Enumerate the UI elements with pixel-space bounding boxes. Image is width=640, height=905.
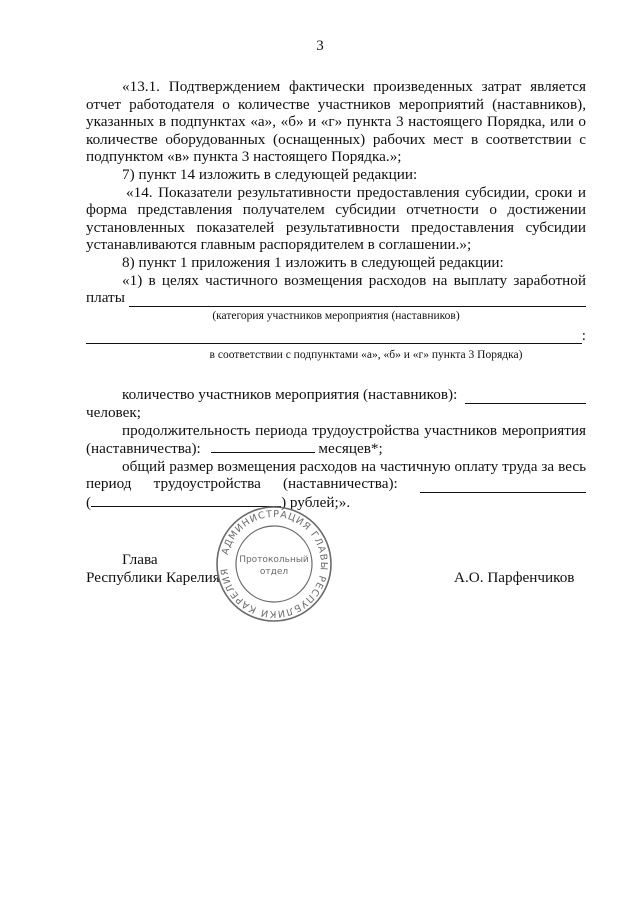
subpoints-line [86,327,586,345]
stamp-ring-text: АДМИНИСТРАЦИЯ ГЛАВЫ РЕСПУБЛИКИ КАРЕЛИЯ [219,508,330,620]
blank-line-participants [465,390,586,404]
blank-line-amount [420,479,586,493]
blank-line-months [211,439,315,453]
page-number: 3 [316,38,324,54]
blank-line-category [129,293,586,307]
salary-label: платы [86,289,125,307]
employment-duration-line: продолжительность периода трудоустройства участников мероприятия [122,421,586,439]
participants-count-label: количество участников мероприятия (наставников): [122,386,458,404]
colon-mark: : [581,326,586,344]
blank-line-subpoints [86,330,582,344]
official-stamp [214,504,334,624]
signature-title-line2: Республики Карелия [86,568,220,586]
paragraph-1-line1: «1) в целях частичного возмещения расходов на выплату заработной [122,271,586,289]
caption-subpoints: в соответствии с подпунктами «а», «б» и «г» пункта 3 Порядка) [209,349,523,362]
paragraph-13-1: «13.1. Подтверждением фактически произведенных затрат является отчет работодателя о количестве участников мероприятий (наставников), указанных в подпунктах «а», «б» и «г» пункта 3 настоящего Порядка, или о количестве оборудованных (оснащенных) рабочих мест в соответствии с подпунктом «в» пункта 3 настоящего Порядка.»; [86,78,586,166]
months-label: месяцев*; [318,440,383,458]
total-reimbursement-line: общий размер возмещения расходов на частичную оплату труда за весь [122,457,586,475]
period-line: период трудоустройства (наставничества): [86,475,586,493]
months-line: (наставничества): месяцев*; [86,440,383,458]
stamp-center-line1: Протокольный [239,555,309,565]
salary-category-line [86,289,586,307]
signature-title-line1: Глава [122,551,158,568]
participants-count-line [86,386,586,404]
signature-title [86,551,220,586]
persons-label: человек; [86,403,141,421]
document-body [86,78,586,511]
paragraph-item-7: 7) пункт 14 изложить в следующей редакции: [122,165,418,183]
signatory-name: А.О. Парфенчиков [454,569,575,586]
paragraph-14: «14. Показатели результативности предоставления субсидии, сроки и форма представления получателем субсидии отчетности о достижении установленных показателей результативности предоставления субсидии устанавливаются главным распорядителем в соглашении.»; [86,183,586,254]
paragraph-item-8: 8) пункт 1 приложения 1 изложить в следующей редакции: [122,253,504,271]
stamp-center-line2: отдел [259,567,289,577]
amount-words-line: ( ) рублей;». [86,493,351,511]
caption-category: (категория участников мероприятия (наставников) [212,309,460,322]
